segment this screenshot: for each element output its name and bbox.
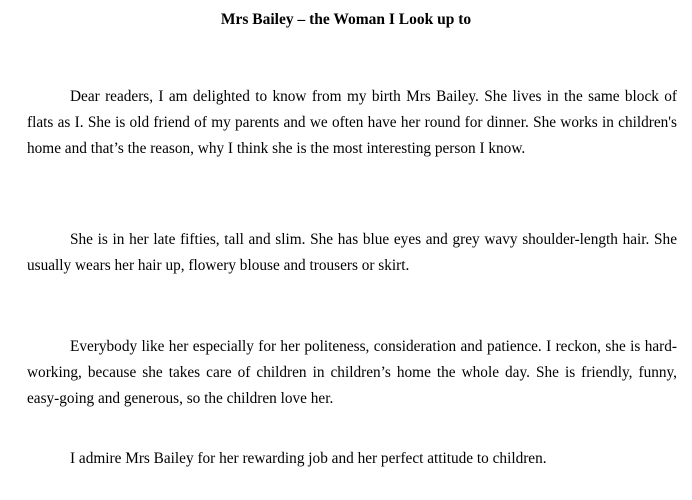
paragraph-appearance: She is in her late fifties, tall and slim. She has blue eyes and grey wavy shoulder-length hair. She usually wears her hair up, flowery blouse and trousers or skirt.	[27, 231, 677, 274]
paragraph-personality: Everybody like her especially for her politeness, consideration and patience. I reckon, she is hard-working, because she takes care of children in children’s home the whole day. She is friendly, funny, easy-going and generous, so the children love her.	[27, 338, 677, 407]
paragraph-conclusion: I admire Mrs Bailey for her rewarding job and her perfect attitude to children.	[70, 450, 547, 467]
document-title: Mrs Bailey – the Woman I Look up to	[220, 11, 472, 28]
paragraph-introduction: Dear readers, I am delighted to know from my birth Mrs Bailey. She lives in the same block of flats as I. She is old friend of my parents and we often have her round for dinner. She works in children's home and that’s the reason, why I think she is the most interesting person I know.	[27, 88, 677, 157]
